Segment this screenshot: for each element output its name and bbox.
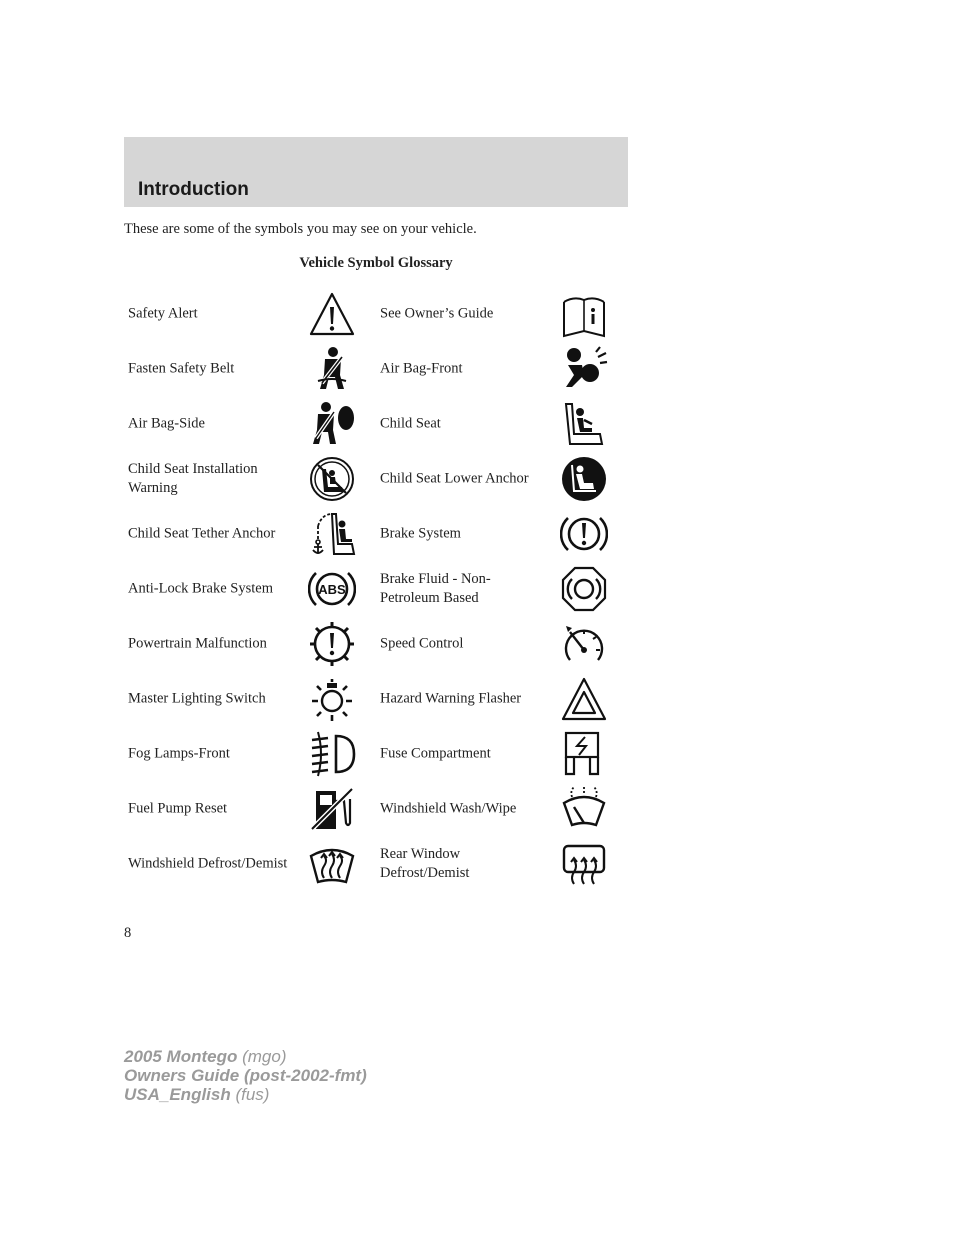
symbol-label: Fuel Pump Reset	[128, 800, 228, 816]
symbol-label: Powertrain Malfunction	[128, 635, 267, 651]
symbol-label: Fuse Compartment	[380, 745, 491, 761]
symbol-label: Master Lighting Switch	[128, 690, 266, 706]
symbol-label: Child Seat	[380, 415, 441, 431]
section-header	[124, 137, 628, 207]
symbol-glossary	[124, 286, 628, 891]
symbol-label: Safety Alert	[128, 305, 198, 321]
symbol-label: Brake Fluid - Non-Petroleum Based	[380, 570, 491, 606]
tether-anchor-icon	[308, 510, 356, 558]
glossary-row	[124, 781, 628, 836]
wash-wipe-icon	[560, 785, 608, 833]
symbol-label: Anti-Lock Brake System	[128, 580, 273, 596]
symbol-label: See Owner’s Guide	[380, 305, 494, 321]
child-seat-icon	[560, 400, 608, 448]
rear-defrost-icon	[560, 840, 608, 888]
symbol-label: Fasten Safety Belt	[128, 360, 235, 376]
abs-icon	[308, 565, 356, 613]
footer-line-3: USA_English (fus)	[124, 1085, 270, 1104]
symbol-label: Child Seat Lower Anchor	[380, 470, 529, 486]
symbol-label: Windshield Wash/Wipe	[380, 800, 517, 816]
brake-system-icon	[560, 510, 608, 558]
glossary-row	[124, 286, 628, 341]
symbol-label: Speed Control	[380, 635, 464, 651]
lower-anchor-icon	[560, 455, 608, 503]
powertrain-icon	[308, 620, 356, 668]
speed-control-icon	[560, 620, 608, 668]
side-airbag-icon	[308, 400, 356, 448]
symbol-label: Air Bag-Side	[128, 415, 205, 431]
symbol-label: Child Seat Tether Anchor	[128, 525, 276, 541]
symbol-label: Air Bag-Front	[380, 360, 463, 376]
symbol-label: Fog Lamps-Front	[128, 745, 230, 761]
hazard-icon	[560, 675, 608, 723]
glossary-row	[124, 341, 628, 396]
fuse-icon	[560, 730, 608, 778]
glossary-row	[124, 561, 628, 616]
glossary-title: Vehicle Symbol Glossary	[299, 255, 453, 271]
glossary-row	[124, 671, 628, 726]
brake-fluid-icon	[560, 565, 608, 613]
symbol-label: Rear Window Defrost/Demist	[380, 845, 470, 881]
warning-triangle-icon	[308, 290, 356, 338]
footer	[124, 1047, 367, 1104]
glossary-row	[124, 836, 628, 891]
footer-line-1: 2005 Montego (mgo)	[124, 1047, 287, 1066]
glossary-row	[124, 451, 628, 506]
glossary-row	[124, 726, 628, 781]
symbol-label: Brake System	[380, 525, 461, 541]
fog-lamp-icon	[308, 730, 356, 778]
page-number: 8	[124, 925, 132, 941]
seatbelt-icon	[308, 345, 356, 393]
glossary-row	[124, 396, 628, 451]
child-seat-warning-icon	[308, 455, 356, 503]
section-title: Introduction	[138, 179, 249, 200]
front-airbag-icon	[560, 345, 608, 393]
symbol-label: Hazard Warning Flasher	[380, 690, 522, 706]
footer-line-2: Owners Guide (post-2002-fmt)	[124, 1066, 367, 1085]
glossary-row	[124, 616, 628, 671]
intro-text: These are some of the symbols you may see on your vehicle.	[124, 221, 477, 237]
lighting-switch-icon	[308, 675, 356, 723]
fuel-pump-icon	[308, 785, 356, 833]
symbol-label: Child Seat Installation Warning	[128, 460, 258, 496]
symbol-label: Windshield Defrost/Demist	[128, 855, 288, 871]
windshield-defrost-icon	[308, 840, 356, 888]
glossary-row	[124, 506, 628, 561]
abs-text: ABS	[318, 581, 346, 597]
owners-guide-icon	[560, 290, 608, 338]
